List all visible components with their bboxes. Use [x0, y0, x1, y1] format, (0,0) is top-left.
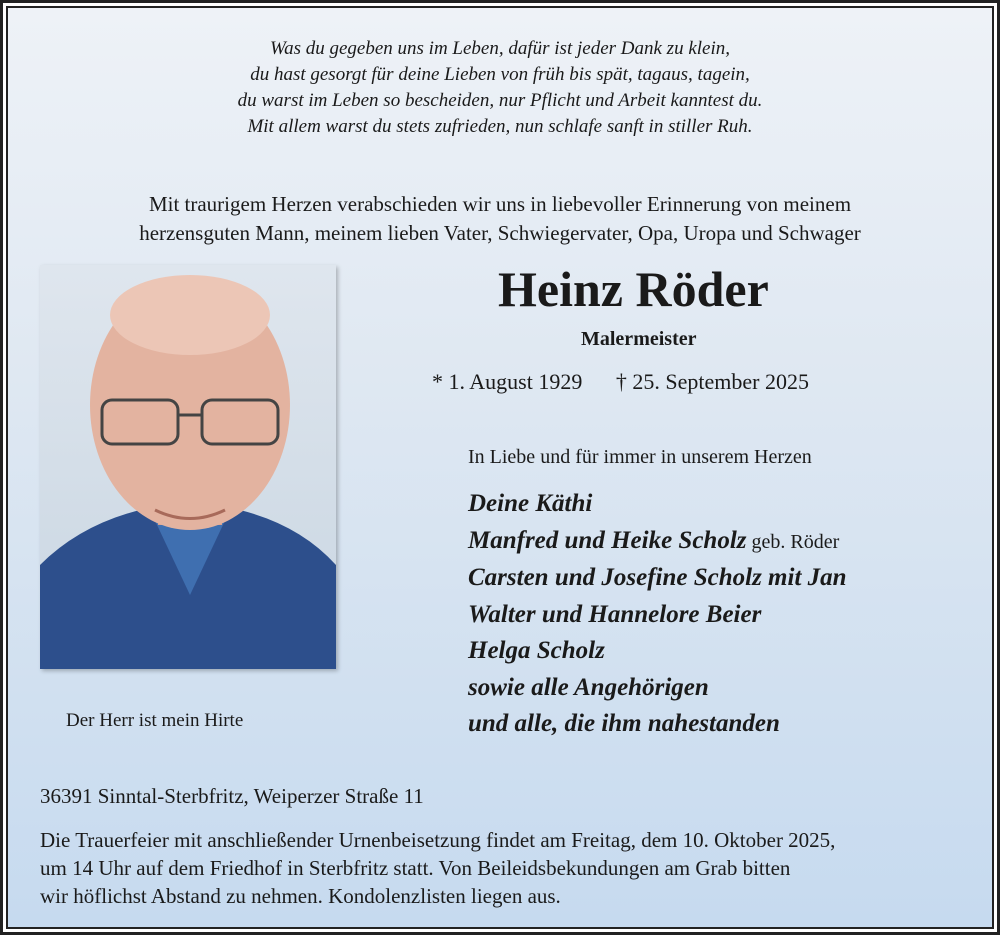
mourner: Deine Käthi — [468, 490, 593, 517]
profession: Malermeister — [581, 328, 697, 350]
poem-line: du warst im Leben so bescheiden, nur Pflicht und Arbeit kanntest du. — [237, 90, 763, 111]
intro-text — [8, 190, 992, 248]
mourners-list — [468, 486, 847, 743]
death-date: † 25. September 2025 — [615, 369, 809, 394]
maiden-name: geb. Röder — [746, 530, 840, 553]
obituary-panel — [6, 6, 994, 929]
service-line: um 14 Uhr auf dem Friedhof in Sterbfritz statt. Von Beileidsbekundungen am Grab bitten — [40, 856, 791, 880]
photo-caption: Der Herr ist mein Hirte — [66, 710, 244, 731]
intro-line: Mit traurigem Herzen verabschieden wir uns in liebevoller Erinnerung von meinem — [148, 192, 852, 216]
mourner: Helga Scholz — [468, 637, 605, 664]
poem-line: du hast gesorgt für deine Lieben von früh bis spät, tagaus, tagein, — [250, 64, 750, 85]
service-line: wir höflichst Abstand zu nehmen. Kondolenzlisten liegen aus. — [40, 884, 561, 908]
mourner: und alle, die ihm nahestanden — [468, 710, 780, 737]
address: 36391 Sinntal-Sterbfritz, Weiperzer Straße 11 — [40, 784, 424, 808]
poem-line: Was du gegeben uns im Leben, dafür ist jeder Dank zu klein, — [270, 38, 730, 59]
birth-date: * 1. August 1929 — [432, 369, 583, 394]
poem — [8, 36, 992, 140]
service-line: Die Trauerfeier mit anschließender Urnenbeisetzung findet am Freitag, dem 10. Oktober 2025, — [40, 828, 836, 852]
intro-line: herzensguten Mann, meinem lieben Vater, Schwiegervater, Opa, Uropa und Schwager — [139, 221, 861, 245]
mourner: sowie alle Angehörigen — [468, 673, 709, 701]
mourner: Carsten und Josefine Scholz mit Jan — [468, 564, 847, 591]
life-dates — [432, 369, 837, 395]
poem-line: Mit allem warst du stets zufrieden, nun schlafe sanft in stiller Ruh. — [247, 116, 753, 137]
mourner: Manfred und Heike Scholz geb. Röder — [468, 526, 840, 554]
service-info — [40, 826, 980, 910]
deceased-name: Heinz Röder — [498, 261, 769, 317]
portrait-photo — [40, 265, 336, 669]
mourner: Walter und Hannelore Beier — [468, 600, 762, 628]
love-line: In Liebe und für immer in unserem Herzen — [468, 446, 812, 468]
